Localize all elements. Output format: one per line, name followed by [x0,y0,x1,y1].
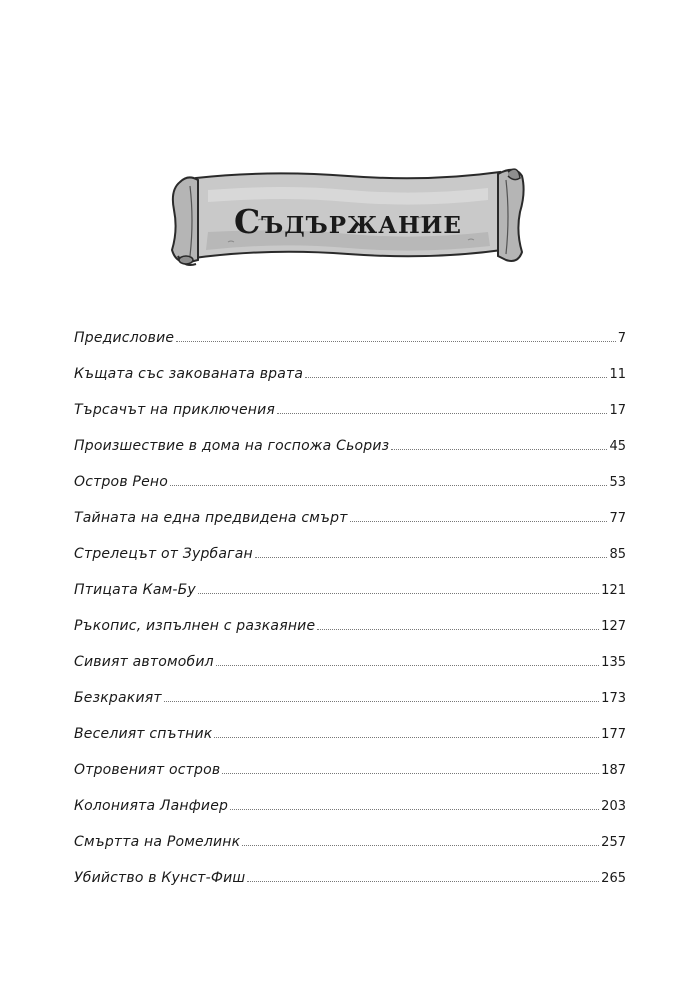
toc-entry-page: 11 [609,367,626,382]
toc-entry-10[interactable] [74,644,626,680]
toc-entry-11[interactable] [74,680,626,716]
dot-leader [350,520,608,522]
dot-leader [170,484,607,486]
dot-leader [164,700,599,702]
toc-entry-title: Ръкопис, изпълнен с разкаяние [74,618,316,634]
toc-entry-page: 121 [601,583,626,598]
toc-entry-title: Отровеният остров [74,762,221,778]
toc-entry-page: 257 [601,835,626,850]
dot-leader [230,808,599,810]
toc-entry-page: 77 [609,511,626,526]
toc-entry-page: 177 [601,727,626,742]
toc-entry-2[interactable] [74,356,626,392]
dot-leader [317,628,599,630]
toc-entry-page: 7 [617,331,626,346]
dot-leader [216,664,599,666]
toc-entry-title: Веселият спътник [74,726,213,742]
toc-entry-1[interactable] [74,320,626,356]
dot-leader [222,772,599,774]
toc-entry-page: 187 [601,763,626,778]
toc-entry-page: 17 [609,403,626,418]
dot-leader [255,556,608,558]
dot-leader [247,880,599,882]
toc-entry-15[interactable] [74,824,626,860]
toc-entry-page: 265 [601,871,626,886]
toc-entry-page: 85 [609,547,626,562]
toc-entry-title: Предисловие [74,330,175,346]
toc-entry-page: 127 [601,619,626,634]
dot-leader [391,448,607,450]
toc-entry-title: Тайната на една предвидена смърт [74,510,348,526]
toc-entry-4[interactable] [74,428,626,464]
dot-leader [277,412,607,414]
toc-entry-14[interactable] [74,788,626,824]
dot-leader [305,376,607,378]
toc-entry-page: 203 [601,799,626,814]
dot-leader [176,340,616,342]
toc-entry-title: Стрелецът от Зурбаган [74,546,253,562]
toc-entry-page: 135 [601,655,626,670]
toc-entry-page: 45 [609,439,626,454]
toc-entry-title: Убийство в Кунст-Фиш [74,870,246,886]
toc-entry-13[interactable] [74,752,626,788]
toc-entry-6[interactable] [74,500,626,536]
toc-entry-16[interactable] [74,860,626,896]
dot-leader [214,736,599,738]
toc-heading: Съдържание [234,202,462,241]
toc-entry-title: Произшествие в дома на госпожа Сьориз [74,438,390,454]
toc-entry-5[interactable] [74,464,626,500]
toc-entry-3[interactable] [74,392,626,428]
dot-leader [198,592,599,594]
toc-entry-title: Къщата със закованата врата [74,366,304,382]
toc-entry-8[interactable] [74,572,626,608]
scroll-banner [168,160,528,275]
table-of-contents [74,320,626,896]
dot-leader [242,844,599,846]
toc-entry-7[interactable] [74,536,626,572]
toc-entry-9[interactable] [74,608,626,644]
toc-entry-12[interactable] [74,716,626,752]
toc-entry-title: Търсачът на приключения [74,402,276,418]
toc-entry-title: Колонията Ланфиер [74,798,229,814]
toc-entry-page: 53 [609,475,626,490]
toc-entry-page: 173 [601,691,626,706]
toc-entry-title: Безкракият [74,690,162,706]
toc-entry-title: Смъртта на Ромелинк [74,834,241,850]
toc-entry-title: Птицата Кам-Бу [74,582,196,598]
toc-entry-title: Сивият автомобил [74,654,214,670]
toc-entry-title: Остров Рено [74,474,168,490]
